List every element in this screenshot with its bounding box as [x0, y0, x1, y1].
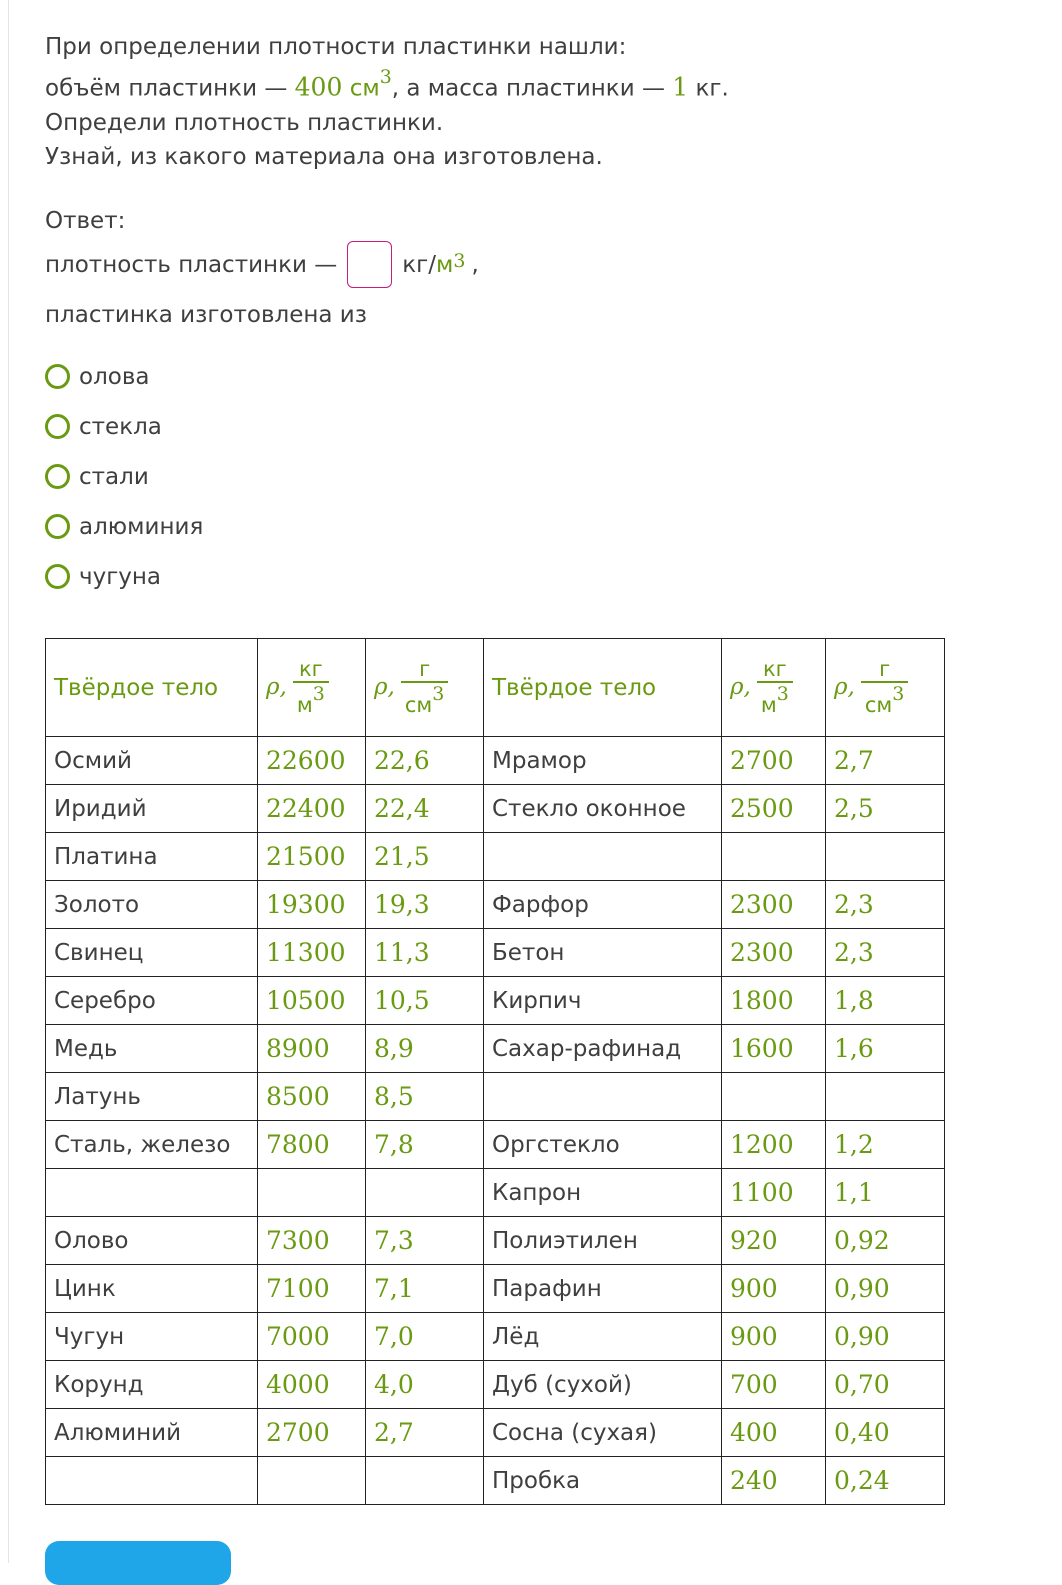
material-prefix: пластинка изготовлена из [45, 301, 367, 328]
table-row [46, 737, 945, 785]
option-tin[interactable]: олова [45, 352, 1005, 402]
density-input[interactable] [347, 241, 392, 288]
radio-icon[interactable] [45, 514, 70, 539]
solid-name: Кирпич [484, 977, 722, 1025]
density-g-cm3: 1,8 [826, 977, 945, 1025]
density-g-cm3: 2,7 [366, 1409, 484, 1457]
density-g-cm3: 22,6 [366, 737, 484, 785]
density-kg-m3: 2700 [722, 737, 826, 785]
density-kg-m3: 7000 [258, 1313, 366, 1361]
problem-line-1: При определении плотности пластинки нашли: [45, 34, 627, 60]
table-row [46, 1409, 945, 1457]
solid-name: Цинк [46, 1265, 258, 1313]
header-rho-kg-m3: ρ, $\frac{кг}{м^3}$ [258, 639, 366, 737]
density-kg-m3: 1800 [722, 977, 826, 1025]
solid-name: Парафин [484, 1265, 722, 1313]
density-kg-m3: 2300 [722, 881, 826, 929]
density-kg-m3: 8500 [258, 1073, 366, 1121]
header-rho-kg-m3: ρ, $\frac{кг}{м^3}$ [722, 639, 826, 737]
density-g-cm3: 8,9 [366, 1025, 484, 1073]
density-table [45, 638, 945, 1505]
header-solid: Твёрдое тело [484, 639, 722, 737]
radio-icon[interactable] [45, 414, 70, 439]
solid-name: Капрон [484, 1169, 722, 1217]
header-rho-g-cm3: ρ, $\frac{г}{см^3}$ [366, 639, 484, 737]
density-kg-m3: 400 [722, 1409, 826, 1457]
density-kg-m3: 2300 [722, 929, 826, 977]
solid-name: Алюминий [46, 1409, 258, 1457]
density-g-cm3: 0,40 [826, 1409, 945, 1457]
density-kg-m3 [722, 1073, 826, 1121]
density-kg-m3: 22600 [258, 737, 366, 785]
density-g-cm3: 0,90 [826, 1265, 945, 1313]
table-row [46, 1361, 945, 1409]
volume-unit: см [349, 75, 380, 102]
table-row [46, 1457, 945, 1505]
density-g-cm3: 0,90 [826, 1313, 945, 1361]
density-g-cm3: 4,0 [366, 1361, 484, 1409]
table-row [46, 785, 945, 833]
density-kg-m3: 700 [722, 1361, 826, 1409]
density-g-cm3: 2,5 [826, 785, 945, 833]
table-row [46, 881, 945, 929]
density-g-cm3: 2,3 [826, 929, 945, 977]
solid-name: Платина [46, 833, 258, 881]
solid-name: Стекло оконное [484, 785, 722, 833]
density-kg-m3 [722, 833, 826, 881]
density-kg-m3 [258, 1457, 366, 1505]
density-g-cm3 [366, 1169, 484, 1217]
table-row [46, 1313, 945, 1361]
density-g-cm3: 11,3 [366, 929, 484, 977]
solid-name: Дуб (сухой) [484, 1361, 722, 1409]
table-row [46, 1025, 945, 1073]
solid-name [46, 1169, 258, 1217]
density-g-cm3: 0,24 [826, 1457, 945, 1505]
table-row [46, 1169, 945, 1217]
option-cast-iron[interactable]: чугуна [45, 552, 1005, 602]
table-row [46, 977, 945, 1025]
density-kg-m3: 11300 [258, 929, 366, 977]
density-g-cm3: 21,5 [366, 833, 484, 881]
solid-name: Фарфор [484, 881, 722, 929]
density-g-cm3: 1,6 [826, 1025, 945, 1073]
solid-name: Пробка [484, 1457, 722, 1505]
density-kg-m3: 8900 [258, 1025, 366, 1073]
density-kg-m3: 7300 [258, 1217, 366, 1265]
table-row [46, 1073, 945, 1121]
solid-name: Медь [46, 1025, 258, 1073]
solid-name [484, 1073, 722, 1121]
density-kg-m3: 900 [722, 1313, 826, 1361]
density-g-cm3: 8,5 [366, 1073, 484, 1121]
density-g-cm3: 7,3 [366, 1217, 484, 1265]
solid-name: Иридий [46, 785, 258, 833]
density-g-cm3: 1,2 [826, 1121, 945, 1169]
problem-line-3: Определи плотность пластинки. [45, 109, 444, 136]
density-kg-m3: 7800 [258, 1121, 366, 1169]
solid-name: Сахар-рафинад [484, 1025, 722, 1073]
solid-name: Бетон [484, 929, 722, 977]
header-solid: Твёрдое тело [46, 639, 258, 737]
radio-icon[interactable] [45, 564, 70, 589]
volume-value: 400 [294, 72, 343, 102]
mass-value: 1 [672, 72, 689, 102]
solid-name: Олово [46, 1217, 258, 1265]
density-kg-m3: 21500 [258, 833, 366, 881]
solid-name [484, 833, 722, 881]
density-g-cm3 [366, 1457, 484, 1505]
material-options [45, 352, 1005, 602]
solid-name: Сосна (сухая) [484, 1409, 722, 1457]
density-g-cm3: 19,3 [366, 881, 484, 929]
solid-name: Корунд [46, 1361, 258, 1409]
density-g-cm3: 0,92 [826, 1217, 945, 1265]
solid-name [46, 1457, 258, 1505]
density-kg-m3: 900 [722, 1265, 826, 1313]
density-kg-m3: 240 [722, 1457, 826, 1505]
solid-name: Латунь [46, 1073, 258, 1121]
density-kg-m3: 1200 [722, 1121, 826, 1169]
table-row [46, 1265, 945, 1313]
density-kg-m3: 4000 [258, 1361, 366, 1409]
left-border-line [8, 0, 9, 1563]
problem-line-4: Узнай, из какого материала она изготовлена. [45, 143, 603, 170]
solid-name: Чугун [46, 1313, 258, 1361]
density-kg-m3: 1100 [722, 1169, 826, 1217]
solid-name: Золото [46, 881, 258, 929]
table-row [46, 929, 945, 977]
solid-name: Мрамор [484, 737, 722, 785]
density-g-cm3: 0,70 [826, 1361, 945, 1409]
option-aluminium[interactable]: алюминия [45, 502, 1005, 552]
density-kg-m3 [258, 1169, 366, 1217]
header-rho-g-cm3: ρ, $\frac{г}{см^3}$ [826, 639, 945, 737]
radio-icon[interactable] [45, 364, 70, 389]
density-kg-m3: 19300 [258, 881, 366, 929]
table-row [46, 833, 945, 881]
density-kg-m3: 10500 [258, 977, 366, 1025]
density-kg-m3: 22400 [258, 785, 366, 833]
option-steel[interactable]: стали [45, 452, 1005, 502]
submit-button[interactable] [45, 1541, 231, 1585]
solid-name: Осмий [46, 737, 258, 785]
density-kg-m3: 920 [722, 1217, 826, 1265]
density-g-cm3: 7,1 [366, 1265, 484, 1313]
density-g-cm3: 1,1 [826, 1169, 945, 1217]
answer-label: Ответ: [45, 207, 126, 234]
solid-name: Лёд [484, 1313, 722, 1361]
table-row [46, 1121, 945, 1169]
solid-name: Серебро [46, 977, 258, 1025]
table-row [46, 1217, 945, 1265]
density-g-cm3: 2,7 [826, 737, 945, 785]
density-kg-m3: 7100 [258, 1265, 366, 1313]
density-g-cm3: 22,4 [366, 785, 484, 833]
density-kg-m3: 1600 [722, 1025, 826, 1073]
problem-line-2: объём пластинки — 400 $см^3$, а масса пластинки — 1 кг. [45, 66, 729, 102]
density-g-cm3: 2,3 [826, 881, 945, 929]
density-g-cm3: 7,0 [366, 1313, 484, 1361]
density-kg-m3: 2700 [258, 1409, 366, 1457]
density-g-cm3: 7,8 [366, 1121, 484, 1169]
density-g-cm3 [826, 1073, 945, 1121]
task-content [45, 30, 1005, 602]
density-g-cm3 [826, 833, 945, 881]
radio-icon[interactable] [45, 464, 70, 489]
option-glass[interactable]: стекла [45, 402, 1005, 452]
density-kg-m3: 2500 [722, 785, 826, 833]
table-header-row [46, 639, 945, 737]
solid-name: Свинец [46, 929, 258, 977]
density-answer-line: плотность пластинки — кг/ м $^3$ , [45, 238, 1005, 292]
solid-name: Оргстекло [484, 1121, 722, 1169]
solid-name: Полиэтилен [484, 1217, 722, 1265]
solid-name: Сталь, железо [46, 1121, 258, 1169]
density-g-cm3: 10,5 [366, 977, 484, 1025]
